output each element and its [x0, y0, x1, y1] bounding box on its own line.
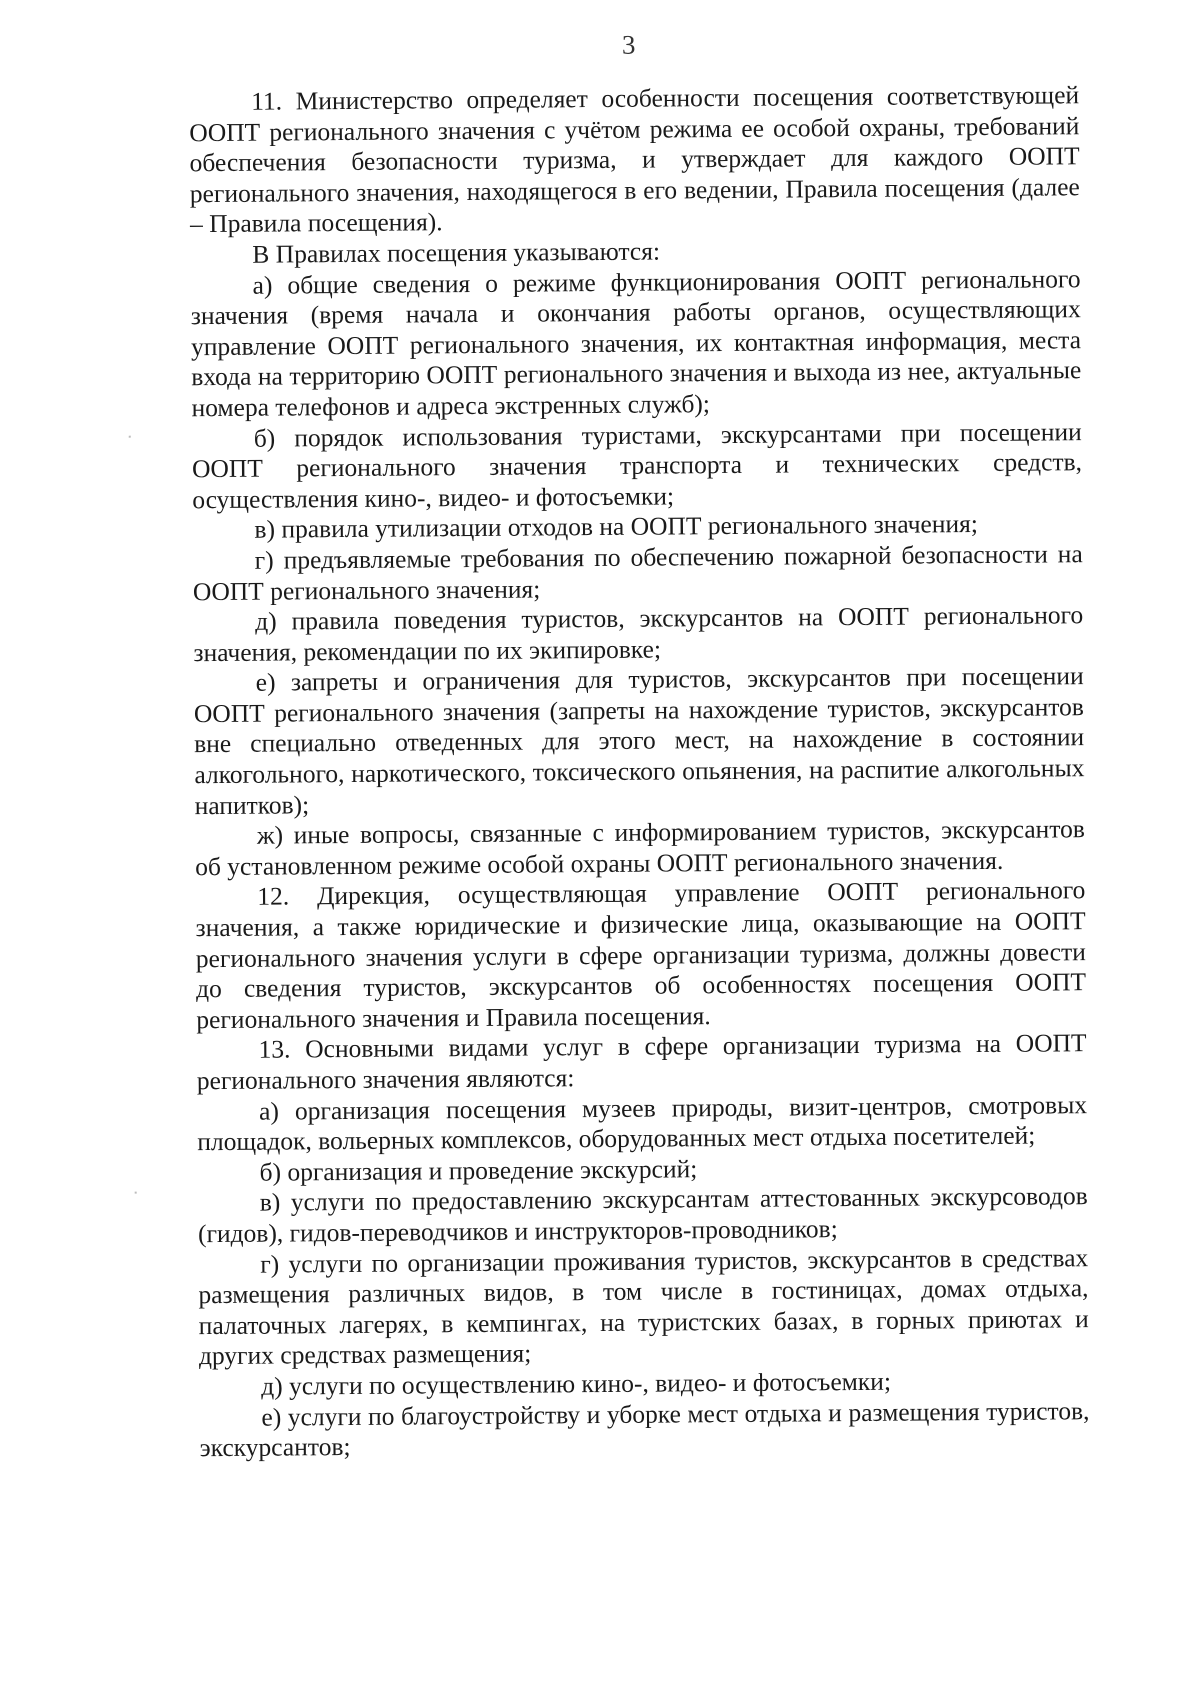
document-body [189, 80, 1090, 1464]
scan-speck [129, 436, 131, 438]
list-item-e: е) запреты и ограничения для туристов, экскурсантов при посещении ООПТ регионального значения (запреты на нахождение туристов, экскурсантов вне специально отведенных для этого мест, на нахождение в состоянии алкогольного, наркотического, токсического опьянения, на распитие алкогольных напитков); [193, 661, 1085, 820]
paragraph-rules-intro: В Правилах посещения указываются: [252, 236, 661, 269]
service-item-d: д) услуги по осуществлению кино-, видео- и фотосъемки; [261, 1366, 892, 1401]
list-item-a: а) общие сведения о режиме функционирования ООПТ регионального значения (время начала и окончания работы органов, осуществляющих управление ООПТ регионального значения, их контактная информация, места входа на территорию ООПТ регионального значения и выхода из нее, актуальные номера телефонов и адреса экстренных служб); [190, 263, 1082, 423]
page-number: 3 [621, 29, 636, 60]
service-item-e: е) услуги по благоустройству и уборке мест отдыха и размещения туристов, экскурсантов; [199, 1395, 1090, 1463]
paragraph-13: 13. Основными видами услуг в сфере организации туризма на ООПТ регионального значения являются: [196, 1028, 1087, 1096]
list-item-b: б) порядок использования туристами, экскурсантами при посещении ООПТ регионального значения транспорта и технических средств, осуществления кино-, видео- и фотосъемки; [191, 416, 1083, 514]
service-item-a: а) организация посещения музеев природы, визит-центров, смотровых площадок, вольерных комплексов, оборудованных мест отдыха посетителей; [197, 1089, 1088, 1157]
service-item-b: б) организация и проведение экскурсий; [259, 1154, 698, 1187]
service-item-v: в) услуги по предоставлению экскурсантам аттестованных экскурсоводов (гидов), гидов-переводчиков и инструкторов-проводников; [197, 1181, 1088, 1249]
paragraph-11: 11. Министерство определяет особенности посещения соответствующей ООПТ регионального значения с учётом режима ее особой охраны, требований обеспечения безопасности туризма, и утверждает для каждого ООПТ регионального значения, находящегося в его ведении, Правила посещения (далее – Правила посещения). [189, 80, 1080, 239]
list-item-d: д) правила поведения туристов, экскурсантов на ООПТ регионального значения, рекомендации по их экипировке; [193, 600, 1084, 667]
paragraph-12: 12. Дирекция, осуществляющая управление ООПТ регионального значения, а также юридические и физические лица, оказывающие на ООПТ регионального значения услуги в сфере организации туризма, должны довести до сведения туристов, экскурсантов об особенностях посещения ООПТ регионального значения и Правила посещения. [195, 875, 1087, 1034]
list-item-g: г) предъявляемые требования по обеспечению пожарной безопасности на ООПТ регионального значения; [192, 539, 1083, 606]
service-item-g: г) услуги по организации проживания туристов, экскурсантов в средствах размещения различных видов, в том числе в гостиницах, домах отдыха, палаточных лагерях, в кемпингах, на туристских базах, в горных приютах и других средствах размещения; [198, 1242, 1089, 1371]
scan-speck [135, 1192, 137, 1194]
list-item-v: в) правила утилизации отходов на ООПТ регионального значения; [254, 509, 979, 545]
list-item-zh: ж) иные вопросы, связанные с информированием туристов, экскурсантов об установленном режиме особой охраны ООПТ регионального значения. [195, 814, 1085, 882]
